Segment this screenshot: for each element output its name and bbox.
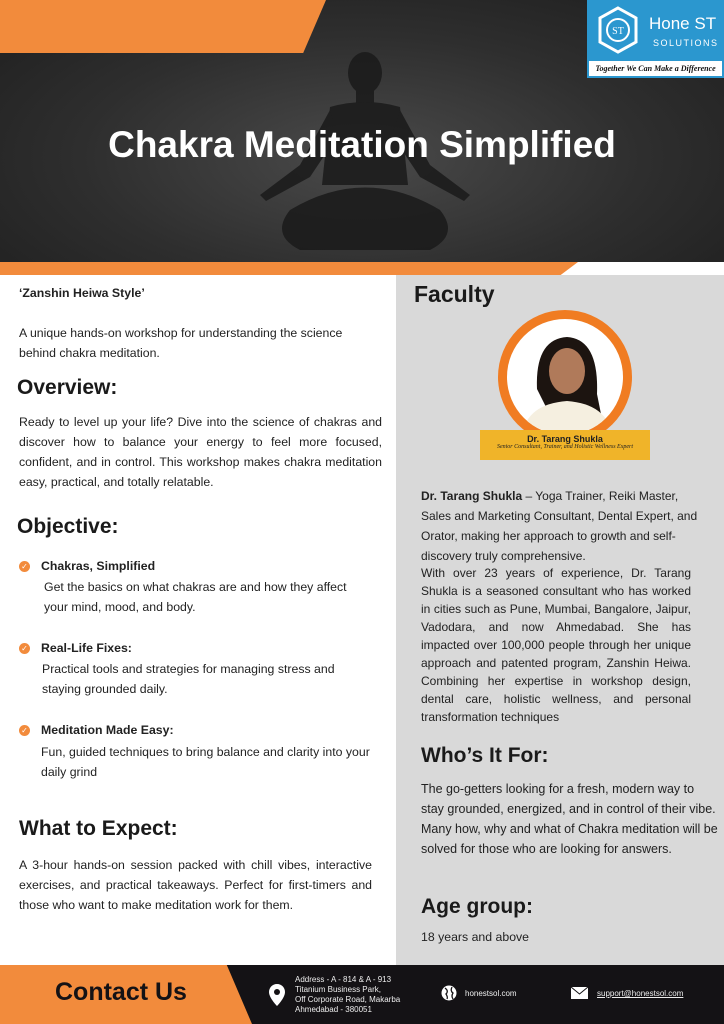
contact-heading: Contact Us <box>55 978 187 1006</box>
overview-heading: Overview: <box>17 376 118 399</box>
hero-banner <box>0 0 724 262</box>
objective-title: Real-Life Fixes: <box>41 641 132 655</box>
orange-divider <box>0 262 578 275</box>
svg-text:ST: ST <box>612 26 624 37</box>
globe-icon <box>441 985 457 1001</box>
address-line: Ahmedabad - 380051 <box>295 1005 372 1014</box>
address <box>295 975 400 1015</box>
check-icon: ✓ <box>19 561 30 572</box>
email-link[interactable]: support@honestsol.com <box>597 989 684 998</box>
faculty-bio <box>421 486 711 566</box>
page-title: Chakra Meditation Simplified <box>108 124 616 165</box>
check-icon: ✓ <box>19 725 30 736</box>
faculty-role: Senior Consultant, Trainer, and Holistic Wellness Expert <box>496 444 634 450</box>
objective-title: Meditation Made Easy: <box>41 723 174 737</box>
company-logo <box>587 0 724 78</box>
intro-text: A unique hands-on workshop for understanding the science behind chakra meditation. <box>19 326 343 360</box>
objective-heading: Objective: <box>17 515 119 538</box>
age-heading: Age group: <box>421 895 533 918</box>
address-line: Address - A - 814 & A - 913 <box>295 975 392 984</box>
check-icon: ✓ <box>19 643 30 654</box>
logo-emblem-icon <box>595 6 641 54</box>
objective-text: Get the basics on what chakras are and how they affect your mind, mood, and body. <box>44 580 347 614</box>
logo-subtitle: SOLUTIONS <box>653 38 719 48</box>
faculty-name-ribbon <box>480 430 650 460</box>
style-label: ‘Zanshin Heiwa Style’ <box>19 286 145 300</box>
objective-title: Chakras, Simplified <box>41 559 156 573</box>
faculty-name: Dr. Tarang Shukla <box>527 434 603 444</box>
address-line: Off Corporate Road, Makarba <box>295 995 401 1004</box>
age-text: 18 years and above <box>421 930 530 944</box>
website-link[interactable]: honestsol.com <box>465 989 517 998</box>
faculty-experience: With over 23 years of experience, Dr. Tarang Shukla is a seasoned consultant who has worked in cities such as Pune, Mumbai, Bangalore, Jaipur, Vadodara, and now Ahmedabad. She has impacted over 100,000 people through her unique approach and patented program, Zanshin Heiwa. Combining her expertise in workshop design, dental care, holistic wellness, and personal transformation techniques <box>421 566 691 724</box>
who-heading: Who’s It For: <box>421 744 549 767</box>
footer <box>0 965 724 1024</box>
logo-name: Hone ST <box>649 14 717 33</box>
who-text: The go-getters looking for a fresh, modern way to stay grounded, energized, and in control of their vibe. Many how, why and what of Chakra meditation will be solved for those who are looking for answers. <box>421 782 718 856</box>
overview-text: Ready to level up your life? Dive into the science of chakras and discover how to balance your energy to feel more focused, confident, and in control. This workshop makes chakra meditation easy, practical, and totally relatable. <box>19 415 382 489</box>
objective-text: Fun, guided techniques to bring balance and clarity into your daily grind <box>41 745 370 779</box>
location-pin-icon <box>268 984 286 1006</box>
logo-tagline: Together We Can Make a Difference <box>589 61 722 76</box>
email-icon <box>571 987 588 999</box>
bio-text: – Yoga Trainer, Reiki Master, Sales and Marketing Consultant, Dental Expert, and Orator, making her approach to growth and self-discovery truly comprehensive. <box>421 489 698 563</box>
objective-text: Practical tools and strategies for managing stress and staying grounded daily. <box>42 662 335 696</box>
expect-heading: What to Expect: <box>19 817 178 840</box>
faculty-heading: Faculty <box>414 281 495 307</box>
faculty-photo <box>498 310 632 444</box>
address-line: Titanium Business Park, <box>295 985 381 994</box>
expect-text: A 3-hour hands-on session packed with chill vibes, interactive exercises, and practical takeaways. Perfect for first-timers and those who want to make meditation work for them. <box>19 858 372 912</box>
faculty-portrait-icon <box>507 319 623 435</box>
bio-name: Dr. Tarang Shukla <box>421 489 523 503</box>
